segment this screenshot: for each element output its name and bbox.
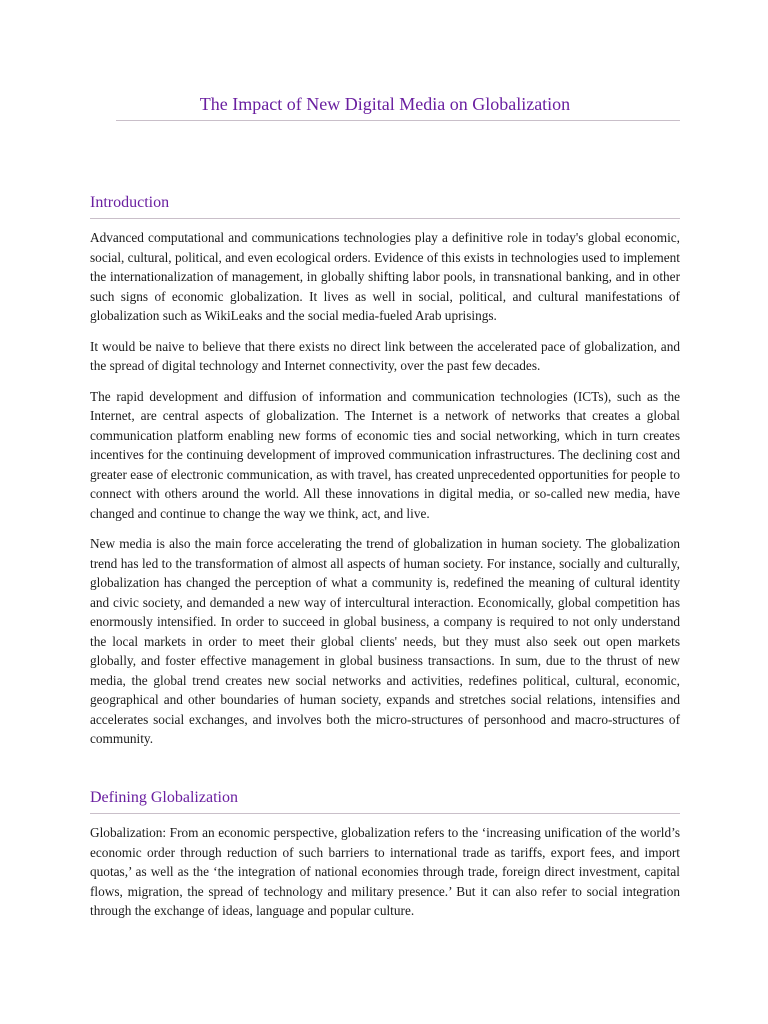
section-heading-defining-globalization: Defining Globalization [90,787,680,814]
paragraph: Advanced computational and communications technologies play a definitive role in today's global economic, social, cultural, political, and even ecological orders. Evidence of this exists in technologies used to implement the internationalization of management, in globally shifting labor pools, in transnational banking, and in other such signs of economic globalization. It lives as well in social, political, and cultural manifestations of globalization such as WikiLeaks and the social media-fueled Arab uprisings. [90,230,680,323]
section-heading-introduction: Introduction [90,192,680,219]
paragraph: It would be naive to believe that there exists no direct link between the accelerated pace of globalization, and the spread of digital technology and Internet connectivity, over the past few decades. [90,338,680,373]
paragraph: Globalization: From an economic perspective, globalization refers to the ‘increasing unification of the world’s economic order through reduction of such barriers to international trade as tariffs, export fees, and import quotas,’ as well as the ‘the integration of national economies through trade, foreign direct investment, capital flows, migration, the spread of technology and military presence.’ But it can also refer to social integration through the exchange of ideas, language and popular culture. [90,825,680,918]
title-divider [116,120,680,121]
paragraph: New media is also the main force accelerating the trend of globalization in human society. The globalization trend has led to the transformation of almost all aspects of human society. For instance, socially and culturally, globalization has changed the perception of what a community is, redefined the meaning of cultural identity and civic society, and demanded a new way of intercultural interaction. Economically, global competition has enormously intensified. In order to succeed in global business, a company is required to not only understand the local markets in order to meet their global clients' needs, but they must also seek out open markets globally, and foster effective management in global business transactions. In sum, due to the thrust of new media, the global trend creates new social networks and activities, redefines political, cultural, economic, geographical and other boundaries of human society, expands and stretches social relations, intensifies and accelerates social exchanges, and involves both the micro-structures of personhood and macro-structures of community. [90,536,680,746]
section-defining-globalization [90,787,680,921]
section-introduction [90,192,680,760]
paragraph: The rapid development and diffusion of information and communication technologies (ICTs), such as the Internet, are central aspects of globalization. The Internet is a network of networks that creates a global communication platform enabling new forms of economic ties and social networking, which in turn creates incentives for the continuing development of improved communication infrastructures. The declining cost and greater ease of electronic communication, as with travel, has created unprecedented opportunities for people to connect with others around the world. All these innovations in digital media, or so-called new media, have changed and continue to change the way we think, act, and live. [90,388,680,521]
document-title: The Impact of New Digital Media on Globalization [199,94,571,114]
